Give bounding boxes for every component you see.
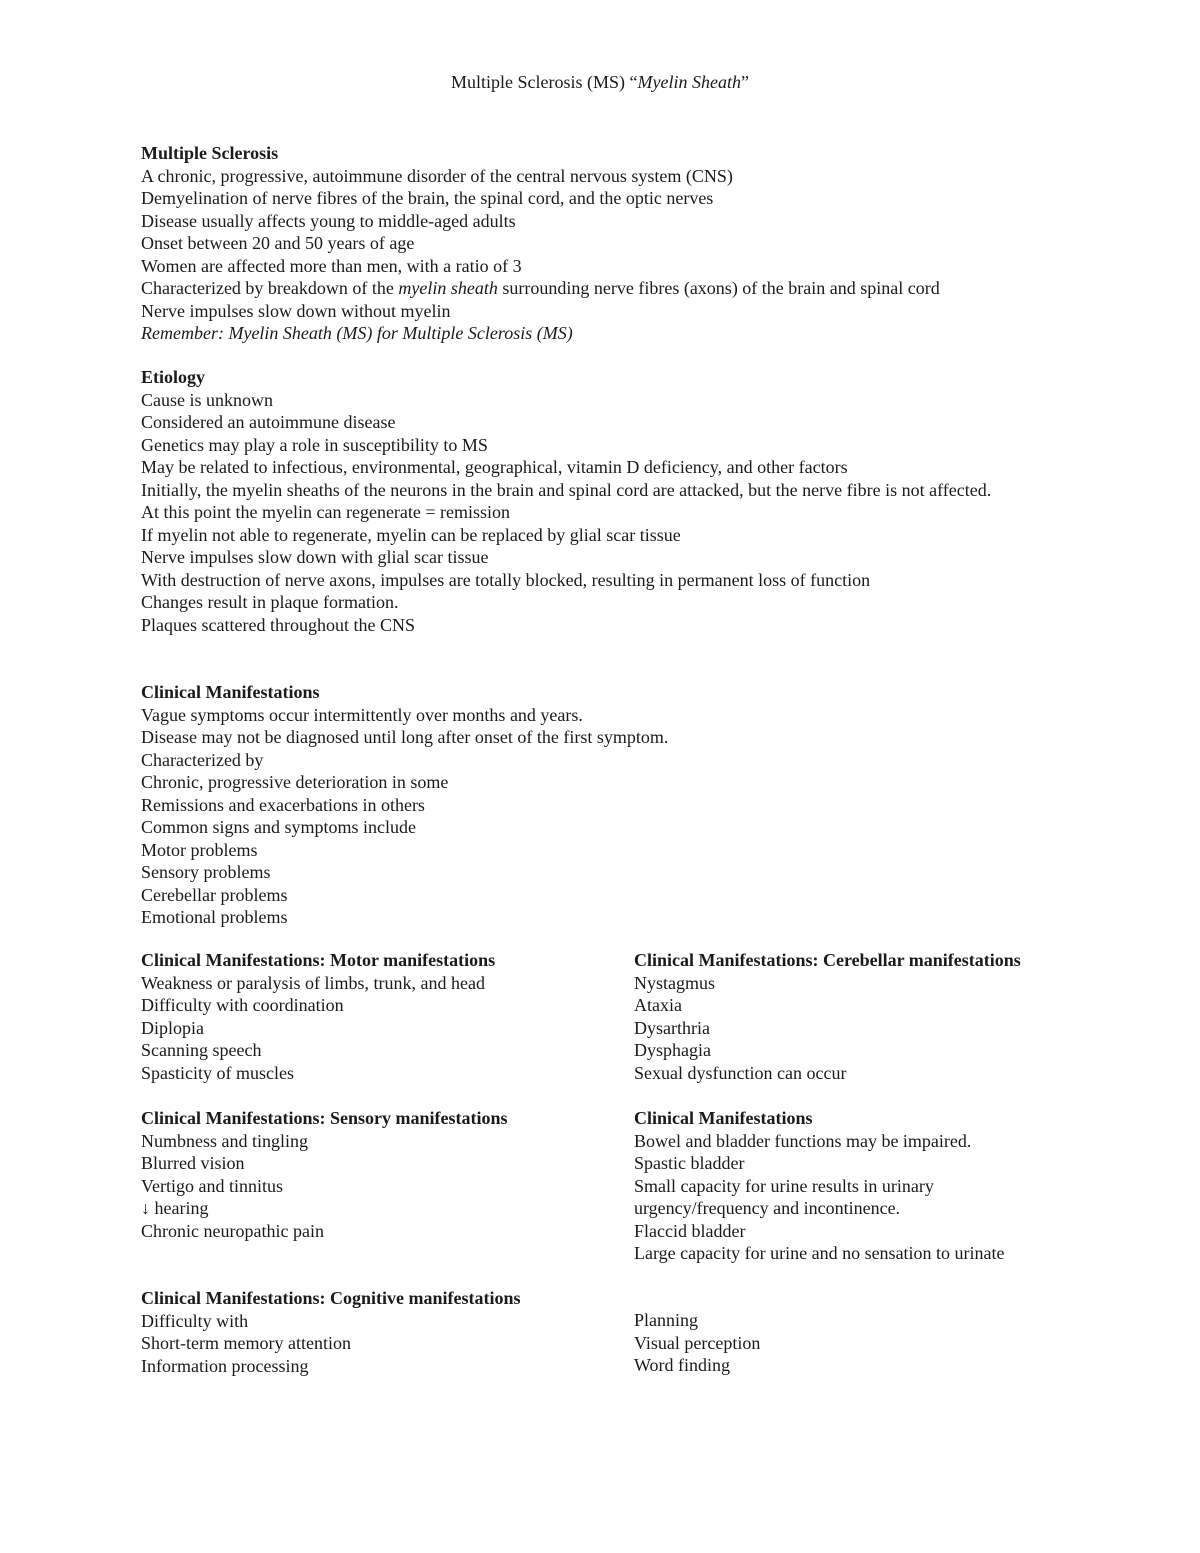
text-line: Cause is unknown (141, 389, 273, 410)
section-cognitive-manifestations-continued (634, 1309, 1104, 1377)
section-bladder-manifestations (634, 1107, 1104, 1265)
section-heading: Multiple Sclerosis (141, 143, 279, 163)
section-etiology (141, 366, 1011, 636)
section-heading: Clinical Manifestations (141, 682, 320, 702)
text-line: Visual perception (634, 1332, 761, 1353)
text-line: Large capacity for urine and no sensation to urinate (634, 1243, 1005, 1263)
text-line: Sensory problems (141, 862, 271, 882)
section-sensory-manifestations (141, 1107, 611, 1242)
text-line: Flaccid bladder (634, 1220, 746, 1241)
text-line: Dysphagia (634, 1040, 711, 1060)
text-line: Genetics may play a role in susceptibility to MS (141, 434, 488, 455)
text-line: Emotional problems (141, 907, 288, 927)
text-line: Difficulty with (141, 1310, 249, 1331)
text-line: Disease may not be diagnosed until long after onset of the first symptom. (141, 727, 669, 747)
text-line: Blurred vision (141, 1153, 245, 1173)
text-line: urgency/frequency and incontinence. (634, 1198, 901, 1218)
section-heading: Etiology (141, 367, 206, 387)
text-line: Common signs and symptoms include (141, 817, 417, 837)
remember-note: Remember: Myelin Sheath (MS) for Multiple Sclerosis (MS) (141, 323, 573, 343)
text-line: Dysarthria (634, 1017, 710, 1038)
text-line: Nerve impulses slow down with glial scar tissue (141, 547, 489, 567)
text-line: Onset between 20 and 50 years of age (141, 233, 415, 253)
section-heading: Clinical Manifestations: Cognitive manifestations (141, 1288, 521, 1308)
text-line: Sexual dysfunction can occur (634, 1062, 847, 1083)
text-line: Initially, the myelin sheaths of the neurons in the brain and spinal cord are attacked, but the nerve fibre is not affected. (141, 479, 992, 500)
text-line: Short-term memory attention (141, 1333, 351, 1353)
text-line: Scanning speech (141, 1040, 262, 1060)
text-emphasis: myelin sheath (398, 278, 498, 298)
text-line: Nystagmus (634, 972, 715, 993)
text-line: Plaques scattered throughout the CNS (141, 614, 415, 635)
text-line: Vertigo and tinnitus (141, 1175, 283, 1196)
section-cerebellar-manifestations (634, 949, 1104, 1084)
text-line: Diplopia (141, 1017, 204, 1038)
text-line: Information processing (141, 1355, 309, 1376)
text-line: Motor problems (141, 839, 258, 860)
text-line: Demyelination of nerve fibres of the brain, the spinal cord, and the optic nerves (141, 188, 714, 208)
text-line: At this point the myelin can regenerate = remission (141, 502, 511, 522)
section-heading: Clinical Manifestations (634, 1108, 813, 1128)
text-line-characterized (141, 277, 1041, 300)
text-line: Considered an autoimmune disease (141, 412, 396, 432)
text-line: Spasticity of muscles (141, 1062, 294, 1083)
text-line: Spastic bladder (634, 1153, 745, 1173)
text-line: Ataxia (634, 995, 682, 1015)
text-line: If myelin not able to regenerate, myelin can be replaced by glial scar tissue (141, 524, 681, 545)
text-line: Bowel and bladder functions may be impaired. (634, 1130, 972, 1151)
text-line: ↓ hearing (141, 1198, 209, 1218)
text-line: Small capacity for urine results in urinary (634, 1175, 934, 1196)
title-suffix: ” (740, 72, 749, 92)
section-clinical-manifestations (141, 681, 1041, 929)
title-prefix: Multiple Sclerosis (MS) “ (451, 72, 638, 92)
text-line: Difficulty with coordination (141, 995, 344, 1015)
text-line: Numbness and tingling (141, 1130, 308, 1151)
text-line: With destruction of nerve axons, impulses are totally blocked, resulting in permanent loss of function (141, 569, 871, 590)
text-line: Planning (634, 1310, 699, 1330)
text-line: Chronic, progressive deterioration in some (141, 772, 449, 792)
text-line: Chronic neuropathic pain (141, 1220, 324, 1241)
text-line: A chronic, progressive, autoimmune disorder of the central nervous system (CNS) (141, 165, 733, 186)
section-heading: Clinical Manifestations: Sensory manifestations (141, 1108, 508, 1128)
text-line: Vague symptoms occur intermittently over months and years. (141, 704, 583, 725)
section-heading: Clinical Manifestations: Cerebellar manifestations (634, 950, 1021, 970)
text-line: Word finding (634, 1355, 731, 1375)
section-multiple-sclerosis (141, 142, 1041, 345)
text-line: Nerve impulses slow down without myelin (141, 300, 451, 321)
section-cognitive-manifestations (141, 1287, 621, 1377)
text-line: Cerebellar problems (141, 884, 288, 905)
text-segment: surrounding nerve fibres (axons) of the brain and spinal cord (497, 278, 940, 298)
text-line: Disease usually affects young to middle-aged adults (141, 210, 516, 231)
text-line: Characterized by (141, 749, 264, 770)
text-line: Women are affected more than men, with a ratio of 3 (141, 255, 522, 276)
text-segment: Characterized by breakdown of the (141, 278, 399, 298)
document-title (0, 71, 1200, 93)
section-heading: Clinical Manifestations: Motor manifestations (141, 950, 496, 970)
title-emphasis: Myelin Sheath (637, 72, 741, 92)
text-line: May be related to infectious, environmental, geographical, vitamin D deficiency, and other factors (141, 457, 848, 477)
text-line: Weakness or paralysis of limbs, trunk, and head (141, 972, 485, 993)
text-line: Changes result in plaque formation. (141, 592, 399, 612)
text-line: Remissions and exacerbations in others (141, 794, 425, 815)
section-motor-manifestations (141, 949, 611, 1084)
